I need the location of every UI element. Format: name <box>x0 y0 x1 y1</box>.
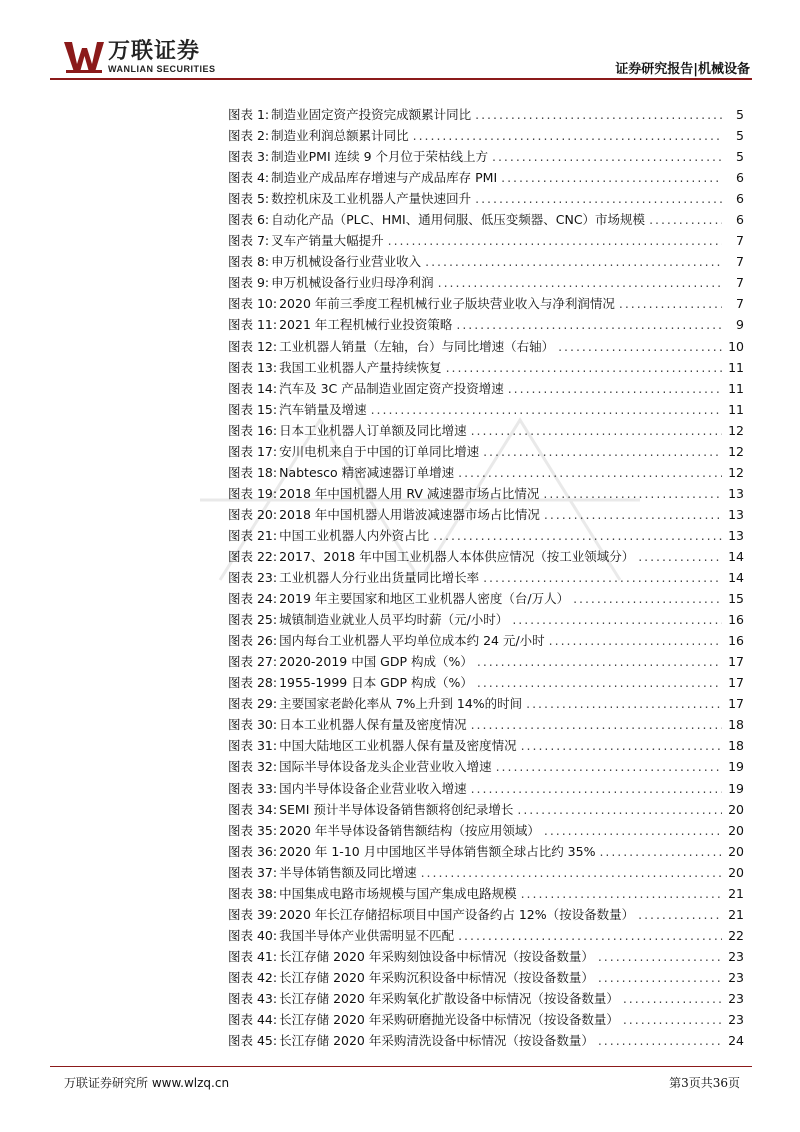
toc-leader-dots <box>471 714 722 735</box>
toc-page-number: 6 <box>736 212 744 228</box>
toc-entry[interactable] <box>228 336 744 357</box>
toc-figure-label: 图表 28: <box>228 675 278 691</box>
toc-page-number: 7 <box>736 254 744 270</box>
toc-entry[interactable] <box>228 609 744 630</box>
toc-figure-title: 2018 年中国机器人用谐波减速器市场占比情况 <box>279 506 540 522</box>
toc-page-number: 23 <box>728 969 744 985</box>
toc-figure-title: 2019 年主要国家和地区工业机器人密度（台/万人） <box>279 591 570 607</box>
toc-entry[interactable] <box>228 167 744 188</box>
toc-figure-label: 图表 37: <box>228 864 278 880</box>
toc-page-number: 7 <box>736 296 744 312</box>
toc-figure-title: 2020 年长江存储招标项目中国产设备约占 12%（按设备数量） <box>279 906 635 922</box>
toc-leader-dots <box>526 693 722 714</box>
toc-figure-label: 图表 29: <box>228 696 278 712</box>
toc-leader-dots <box>638 546 722 567</box>
toc-page-number: 23 <box>728 990 744 1006</box>
toc-figure-title: 长江存储 2020 年采购研磨抛光设备中标情况（按设备数量） <box>279 1012 619 1028</box>
toc-figure-label: 图表 16: <box>228 422 278 438</box>
toc-page-number: 17 <box>728 654 744 670</box>
toc-entry[interactable] <box>228 988 744 1009</box>
toc-page-number: 23 <box>728 1012 744 1028</box>
footer-divider <box>50 1066 752 1067</box>
toc-figure-title: 2020 年前三季度工程机械行业子版块营业收入与净利润情况 <box>279 296 615 312</box>
toc-leader-dots <box>388 230 722 251</box>
toc-page-number: 16 <box>728 633 744 649</box>
toc-figure-label: 图表 31: <box>228 738 278 754</box>
toc-leader-dots <box>471 420 722 441</box>
toc-leader-dots <box>501 167 722 188</box>
toc-entry[interactable] <box>228 820 744 841</box>
toc-page-number: 19 <box>728 759 744 775</box>
toc-figure-label: 图表 6: <box>228 212 270 228</box>
toc-page-number: 19 <box>728 780 744 796</box>
toc-entry[interactable] <box>228 146 744 167</box>
toc-leader-dots <box>599 841 722 862</box>
toc-entry[interactable] <box>228 925 744 946</box>
toc-page-number: 15 <box>728 591 744 607</box>
toc-page-number: 7 <box>736 275 744 291</box>
toc-figure-label: 图表 14: <box>228 380 278 396</box>
toc-figure-label: 图表 42: <box>228 969 278 985</box>
logo-english-name: WANLIAN SECURITIES <box>108 64 216 74</box>
toc-figure-title: 2020-2019 中国 GDP 构成（%） <box>279 654 473 670</box>
toc-entry[interactable] <box>228 1009 744 1030</box>
toc-figure-label: 图表 7: <box>228 233 270 249</box>
toc-figure-title: 2020 年 1-10 月中国地区半导体销售额全球占比约 35% <box>279 843 596 859</box>
toc-leader-dots <box>477 672 722 693</box>
toc-figure-title: 汽车销量及增速 <box>279 401 367 417</box>
toc-leader-dots <box>521 735 722 756</box>
toc-page-number: 9 <box>736 317 744 333</box>
toc-page-number: 13 <box>728 506 744 522</box>
toc-figure-title: Nabtesco 精密减速器订单增速 <box>279 464 455 480</box>
toc-figure-label: 图表 18: <box>228 464 278 480</box>
toc-figure-title: 2017、2018 年中国工业机器人本体供应情况（按工业领域分） <box>279 549 635 564</box>
toc-entry[interactable] <box>228 841 744 862</box>
toc-figure-label: 图表 17: <box>228 443 278 459</box>
toc-page-number: 21 <box>728 885 744 901</box>
toc-figure-title: 制造业产成品库存增速与产成品库存 PMI <box>271 170 498 186</box>
toc-page-number: 11 <box>728 380 744 396</box>
figure-index <box>228 104 744 1051</box>
toc-figure-title: 我国工业机器人产量持续恢复 <box>279 359 442 375</box>
toc-page-number: 20 <box>728 843 744 859</box>
toc-page-number: 5 <box>736 128 744 144</box>
toc-figure-title: 申万机械设备行业归母净利润 <box>271 275 434 291</box>
toc-figure-title: 长江存储 2020 年采购清洗设备中标情况（按设备数量） <box>279 1033 594 1049</box>
toc-entry[interactable] <box>228 1030 744 1051</box>
toc-entry[interactable] <box>228 462 744 483</box>
toc-leader-dots <box>543 483 722 504</box>
toc-entry[interactable] <box>228 567 744 588</box>
toc-figure-label: 图表 40: <box>228 927 278 943</box>
toc-figure-label: 图表 33: <box>228 780 278 796</box>
report-type: 证券研究报告|机械设备 <box>615 62 750 77</box>
toc-entry[interactable] <box>228 672 744 693</box>
toc-figure-label: 图表 10: <box>228 296 278 312</box>
toc-page-number: 11 <box>728 359 744 375</box>
toc-entry[interactable] <box>228 693 744 714</box>
toc-figure-label: 图表 39: <box>228 906 278 922</box>
toc-page-number: 7 <box>736 233 744 249</box>
toc-figure-label: 图表 19: <box>228 485 278 501</box>
toc-leader-dots <box>558 336 722 357</box>
toc-page-number: 20 <box>728 822 744 838</box>
toc-figure-label: 图表 22: <box>228 549 278 564</box>
toc-figure-title: 长江存储 2020 年采购沉积设备中标情况（按设备数量） <box>279 969 594 985</box>
toc-page-number: 17 <box>728 696 744 712</box>
toc-figure-label: 图表 34: <box>228 801 278 817</box>
toc-figure-label: 图表 41: <box>228 948 278 964</box>
toc-page-number: 11 <box>728 401 744 417</box>
toc-leader-dots <box>371 399 722 420</box>
toc-entry[interactable] <box>228 104 744 125</box>
toc-figure-title: 国际半导体设备龙头企业营业收入增速 <box>279 759 492 775</box>
toc-leader-dots <box>649 209 722 230</box>
toc-leader-dots <box>619 293 722 314</box>
toc-page-number: 10 <box>728 338 744 354</box>
toc-leader-dots <box>544 504 722 525</box>
toc-entry[interactable] <box>228 714 744 735</box>
toc-page-number: 13 <box>728 527 744 543</box>
toc-figure-label: 图表 15: <box>228 401 278 417</box>
toc-figure-label: 图表 44: <box>228 1012 278 1028</box>
toc-figure-title: 国内半导体设备企业营业收入增速 <box>279 780 467 796</box>
toc-figure-title: 制造业固定资产投资完成额累计同比 <box>271 107 472 123</box>
toc-leader-dots <box>573 588 722 609</box>
toc-figure-title: 国内每台工业机器人平均单位成本约 24 元/小时 <box>279 633 545 649</box>
toc-entry[interactable] <box>228 799 744 820</box>
toc-leader-dots <box>598 1030 722 1051</box>
toc-page-number: 16 <box>728 612 744 628</box>
logo-chinese-name: 万联证券 <box>108 39 201 64</box>
toc-page-number: 14 <box>728 549 744 564</box>
toc-figure-title: 长江存储 2020 年采购刻蚀设备中标情况（按设备数量） <box>279 948 594 964</box>
toc-figure-title: 日本工业机器人订单额及同比增速 <box>279 422 467 438</box>
toc-page-number: 17 <box>728 675 744 691</box>
toc-leader-dots <box>475 188 722 209</box>
toc-figure-label: 图表 20: <box>228 506 278 522</box>
toc-figure-title: 中国大陆地区工业机器人保有量及密度情况 <box>279 738 517 754</box>
toc-figure-label: 图表 5: <box>228 191 270 207</box>
toc-page-number: 20 <box>728 864 744 880</box>
toc-figure-title: 主要国家老龄化率从 7%上升到 14%的时间 <box>279 696 523 712</box>
toc-figure-label: 图表 2: <box>228 128 270 144</box>
toc-page-number: 23 <box>728 948 744 964</box>
toc-entry[interactable] <box>228 293 744 314</box>
toc-leader-dots <box>458 925 722 946</box>
toc-leader-dots <box>638 904 722 925</box>
toc-figure-label: 图表 25: <box>228 612 278 628</box>
toc-figure-title: 自动化产品（PLC、HMI、通用伺服、低压变频器、CNC）市场规模 <box>271 212 646 228</box>
toc-entry[interactable] <box>228 525 744 546</box>
toc-page-number: 21 <box>728 906 744 922</box>
toc-figure-title: 汽车及 3C 产品制造业固定资产投资增速 <box>279 380 504 396</box>
footer-source: 万联证券研究所 www.wlzq.cn <box>64 1076 230 1090</box>
toc-figure-label: 图表 21: <box>228 527 278 543</box>
toc-leader-dots <box>549 630 722 651</box>
toc-figure-label: 图表 8: <box>228 254 270 270</box>
toc-leader-dots <box>598 967 722 988</box>
toc-entry[interactable] <box>228 441 744 462</box>
toc-figure-title: 工业机器人销量（左轴，台）与同比增速（右轴） <box>279 338 555 354</box>
toc-entry[interactable] <box>228 251 744 272</box>
toc-leader-dots <box>517 799 722 820</box>
toc-entry[interactable] <box>228 399 744 420</box>
toc-figure-label: 图表 24: <box>228 591 278 607</box>
toc-entry[interactable] <box>228 735 744 756</box>
toc-figure-title: 2021 年工程机械行业投资策略 <box>279 317 453 333</box>
toc-figure-label: 图表 12: <box>228 338 278 354</box>
toc-leader-dots <box>512 609 722 630</box>
toc-entry[interactable] <box>228 483 744 504</box>
toc-figure-title: 2018 年中国机器人用 RV 减速器市场占比情况 <box>279 485 540 501</box>
toc-page-number: 12 <box>728 443 744 459</box>
toc-entry[interactable] <box>228 420 744 441</box>
toc-figure-label: 图表 30: <box>228 717 278 733</box>
toc-figure-label: 图表 38: <box>228 885 278 901</box>
toc-figure-title: 城镇制造业就业人员平均时薪（元/小时） <box>279 612 509 628</box>
toc-entry[interactable] <box>228 504 744 525</box>
toc-entry[interactable] <box>228 967 744 988</box>
toc-entry[interactable] <box>228 314 744 335</box>
toc-leader-dots <box>623 1009 722 1030</box>
toc-leader-dots <box>544 820 722 841</box>
toc-figure-label: 图表 27: <box>228 654 278 670</box>
page-number: 第3页共36页 <box>669 1076 740 1090</box>
toc-entry[interactable] <box>228 904 744 925</box>
toc-figure-title: 工业机器人分行业出货量同比增长率 <box>279 570 480 586</box>
toc-leader-dots <box>425 251 722 272</box>
toc-figure-label: 图表 1: <box>228 107 270 123</box>
toc-entry[interactable] <box>228 862 744 883</box>
toc-figure-label: 图表 36: <box>228 843 278 859</box>
toc-figure-label: 图表 11: <box>228 317 278 333</box>
header-divider <box>50 78 752 80</box>
toc-figure-title: 长江存储 2020 年采购氧化扩散设备中标情况（按设备数量） <box>279 990 619 1006</box>
toc-leader-dots <box>477 651 722 672</box>
toc-entry[interactable] <box>228 230 744 251</box>
toc-figure-title: 制造业PMI 连续 9 个月位于荣枯线上方 <box>271 149 489 165</box>
toc-entry[interactable] <box>228 630 744 651</box>
toc-figure-title: 中国工业机器人内外资占比 <box>279 527 430 543</box>
toc-figure-title: 日本工业机器人保有量及密度情况 <box>279 717 467 733</box>
toc-page-number: 12 <box>728 422 744 438</box>
toc-figure-title: 数控机床及工业机器人产量快速回升 <box>271 191 472 207</box>
toc-figure-title: 叉车产销量大幅提升 <box>271 233 384 249</box>
toc-leader-dots <box>413 125 722 146</box>
toc-leader-dots <box>521 883 722 904</box>
toc-page-number: 13 <box>728 485 744 501</box>
toc-figure-label: 图表 23: <box>228 570 278 586</box>
toc-page-number: 6 <box>736 170 744 186</box>
toc-leader-dots <box>421 862 722 883</box>
toc-leader-dots <box>508 378 722 399</box>
toc-leader-dots <box>483 441 722 462</box>
toc-page-number: 24 <box>728 1033 744 1049</box>
toc-leader-dots <box>471 778 722 799</box>
toc-figure-label: 图表 26: <box>228 633 278 649</box>
toc-figure-title: 中国集成电路市场规模与国产集成电路规模 <box>279 885 517 901</box>
toc-figure-title: 制造业利润总额累计同比 <box>271 128 409 144</box>
company-logo <box>64 40 216 76</box>
toc-page-number: 12 <box>728 464 744 480</box>
toc-figure-title: 我国半导体产业供需明显不匹配 <box>279 927 455 943</box>
toc-entry[interactable] <box>228 378 744 399</box>
toc-figure-label: 图表 32: <box>228 759 278 775</box>
toc-leader-dots <box>433 525 722 546</box>
toc-figure-label: 图表 45: <box>228 1033 278 1049</box>
toc-leader-dots <box>446 357 722 378</box>
toc-page-number: 22 <box>728 927 744 943</box>
toc-entry[interactable] <box>228 125 744 146</box>
logo-text <box>108 40 216 74</box>
toc-entry[interactable] <box>228 546 744 567</box>
toc-entry[interactable] <box>228 357 744 378</box>
toc-page-number: 14 <box>728 570 744 586</box>
toc-figure-label: 图表 3: <box>228 149 270 165</box>
toc-entry[interactable] <box>228 188 744 209</box>
toc-leader-dots <box>438 272 722 293</box>
toc-figure-title: 安川电机来自于中国的订单同比增速 <box>279 443 480 459</box>
toc-entry[interactable] <box>228 756 744 777</box>
toc-figure-label: 图表 35: <box>228 822 278 838</box>
toc-leader-dots <box>623 988 722 1009</box>
toc-figure-label: 图表 43: <box>228 990 278 1006</box>
toc-leader-dots <box>496 756 722 777</box>
toc-figure-title: SEMI 预计半导体设备销售额将创纪录增长 <box>279 801 514 817</box>
toc-figure-label: 图表 13: <box>228 359 278 375</box>
toc-entry[interactable] <box>228 209 744 230</box>
toc-page-number: 18 <box>728 738 744 754</box>
toc-figure-label: 图表 9: <box>228 275 270 291</box>
toc-entry[interactable] <box>228 946 744 967</box>
toc-page-number: 5 <box>736 107 744 123</box>
toc-page-number: 6 <box>736 191 744 207</box>
toc-entry[interactable] <box>228 651 744 672</box>
toc-figure-title: 1955-1999 日本 GDP 构成（%） <box>279 675 473 691</box>
toc-leader-dots <box>492 146 722 167</box>
toc-page-number: 5 <box>736 149 744 165</box>
page-header <box>0 0 800 80</box>
toc-page-number: 18 <box>728 717 744 733</box>
toc-figure-label: 图表 4: <box>228 170 270 186</box>
toc-figure-title: 2020 年半导体设备销售额结构（按应用领域） <box>279 822 540 838</box>
toc-leader-dots <box>598 946 722 967</box>
toc-leader-dots <box>483 567 722 588</box>
toc-leader-dots <box>456 314 722 335</box>
toc-page-number: 20 <box>728 801 744 817</box>
toc-entry[interactable] <box>228 778 744 799</box>
wanlian-logo-icon <box>64 40 104 74</box>
toc-figure-title: 申万机械设备行业营业收入 <box>271 254 422 270</box>
toc-entry[interactable] <box>228 588 744 609</box>
toc-leader-dots <box>475 104 722 125</box>
toc-entry[interactable] <box>228 883 744 904</box>
toc-entry[interactable] <box>228 272 744 293</box>
toc-leader-dots <box>458 462 722 483</box>
toc-figure-title: 半导体销售额及同比增速 <box>279 864 417 880</box>
